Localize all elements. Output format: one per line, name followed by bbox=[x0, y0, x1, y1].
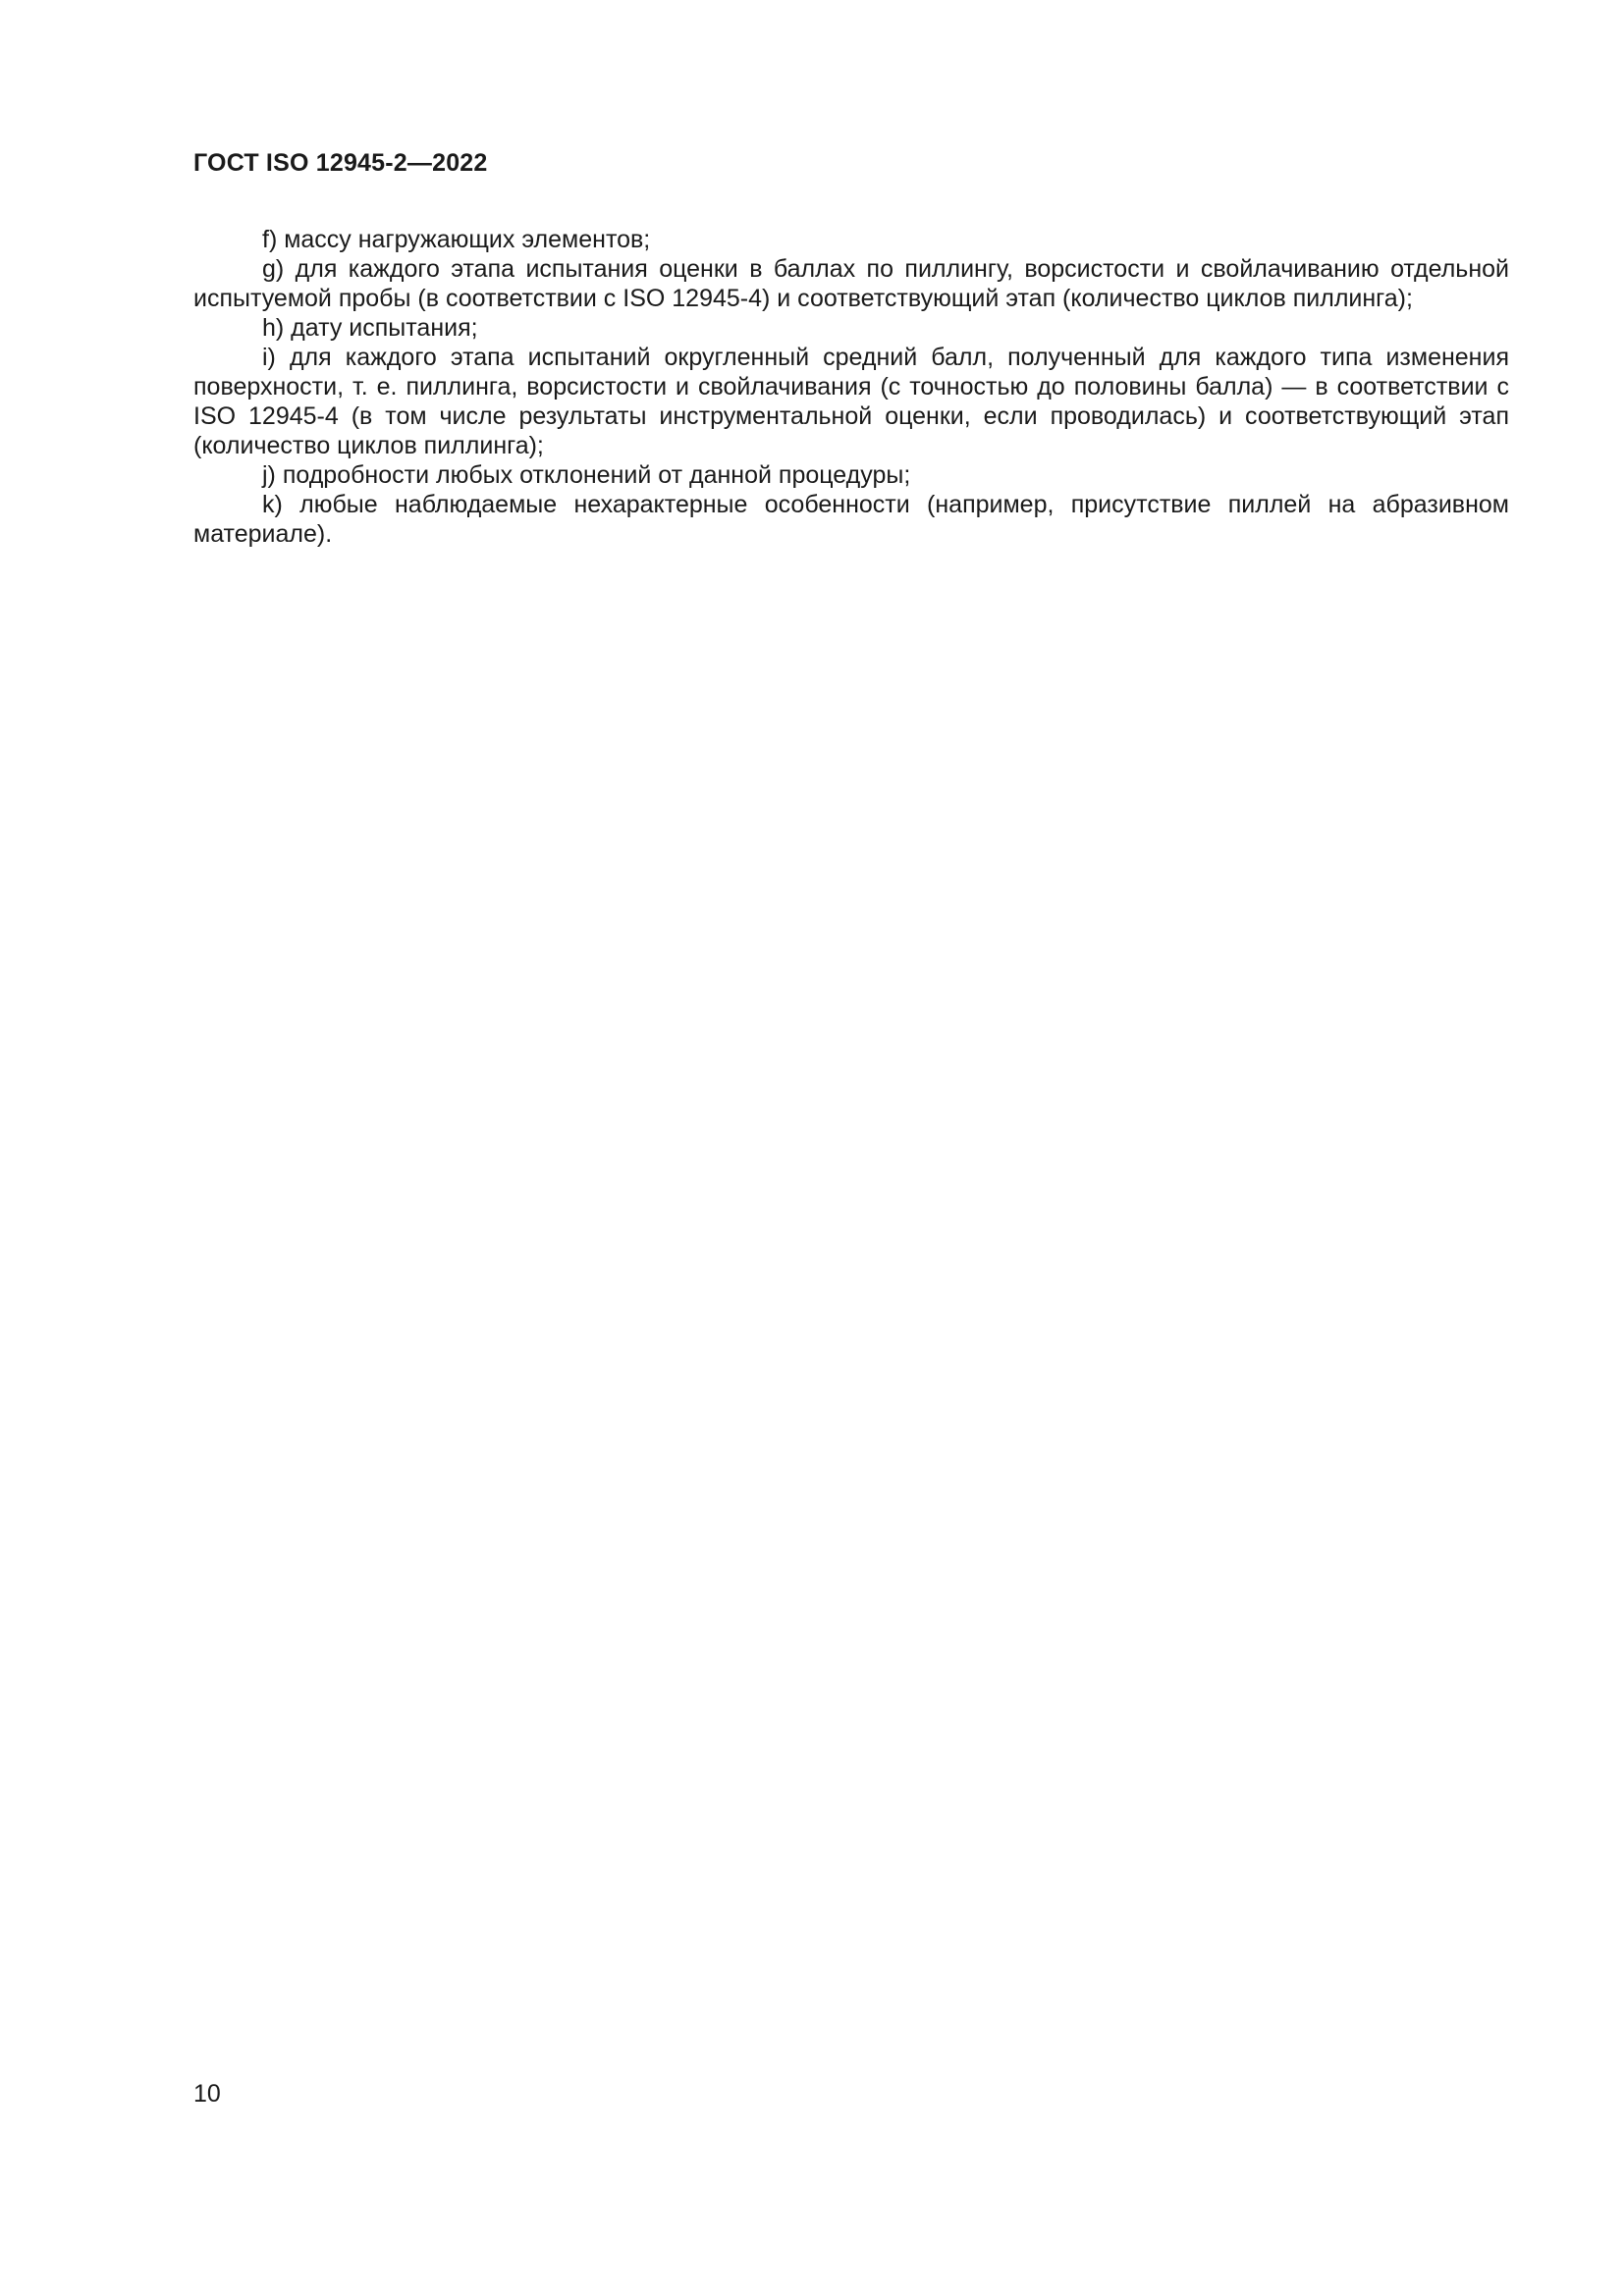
list-item-g: g) для каждого этапа испытания оценки в баллах по пиллингу, ворсистости и свойлачиванию отдельной испытуемой пробы (в соответствии с ISO 12945-4) и соответствующий этап (количество циклов пиллинга); bbox=[193, 255, 1509, 312]
list-item-f: f) массу нагружающих элементов; bbox=[262, 226, 651, 253]
report-requirements-list bbox=[193, 225, 1509, 549]
document-code-header: ГОСТ ISO 12945-2—2022 bbox=[193, 149, 488, 177]
list-item-k: k) любые наблюдаемые нехарактерные особенности (например, присутствие пиллей на абразивном материале). bbox=[193, 491, 1509, 548]
list-item-h: h) дату испытания; bbox=[262, 314, 478, 342]
list-item-j: j) подробности любых отклонений от данной процедуры; bbox=[262, 461, 911, 489]
page-number: 10 bbox=[193, 2080, 221, 2108]
list-item-i: i) для каждого этапа испытаний округленный средний балл, полученный для каждого типа изменения поверхности, т. е. пиллинга, ворсистости и свойлачивания (с точностью до половины балла) — в соответствии с ISO 12945-4 (в том числе результаты инструментальной оценки, если проводилась) и соответствующий этап (количество циклов пиллинга); bbox=[193, 344, 1509, 459]
